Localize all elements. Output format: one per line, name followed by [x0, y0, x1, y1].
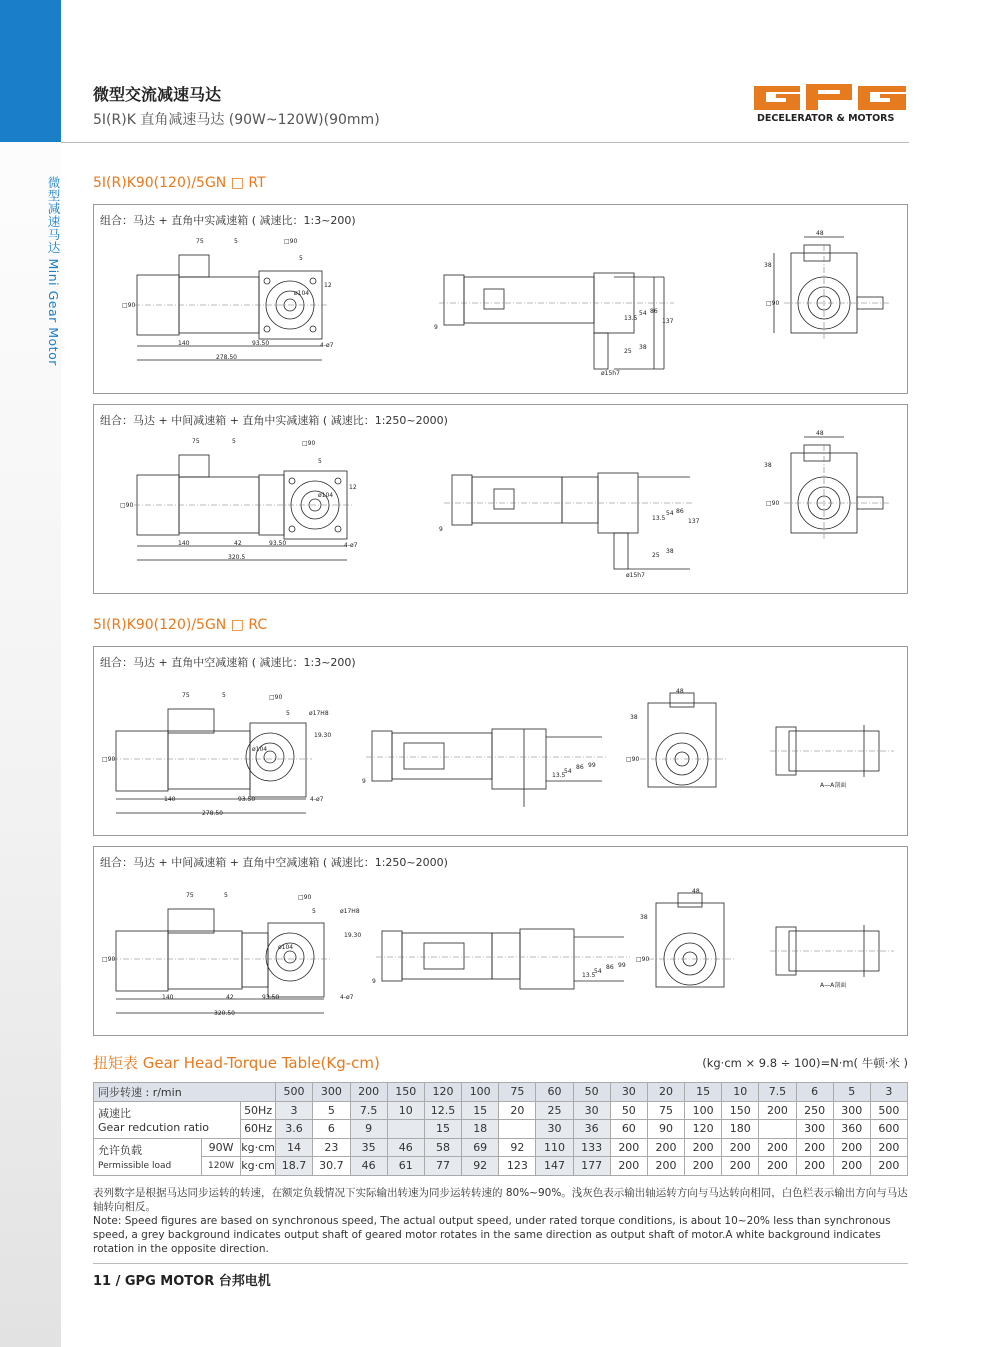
table-cell: [759, 1120, 796, 1139]
dim-label: 93.50: [252, 340, 270, 347]
dim-label: 5: [232, 438, 236, 445]
table-cell: 23: [313, 1138, 350, 1157]
dim-label: 48: [692, 888, 700, 895]
table-cell: 3.6: [275, 1120, 312, 1139]
dim-label: 5: [224, 892, 228, 899]
drawing-box-rc-2: [93, 846, 908, 1036]
table-cell: 46: [387, 1138, 424, 1157]
dim-label: ø104: [252, 746, 268, 753]
drawing-caption: 组合：马达 + 中间减速箱 + 直角中实减速箱 ( 减速比：1:250~2000): [100, 414, 448, 427]
table-cell: 5: [833, 1083, 870, 1102]
dim-label: □90: [122, 302, 136, 309]
dim-label: 38: [764, 462, 772, 469]
dim-label: 86: [676, 508, 684, 515]
table-cell: 30: [573, 1101, 610, 1120]
load-label-cn: 允许负载: [98, 1144, 142, 1157]
dim-label: 5: [222, 692, 226, 699]
drawing-caption: 组合：马达 + 直角中空减速箱 ( 减速比：1:3~200): [100, 656, 356, 669]
dim-label: 38: [640, 914, 648, 921]
dim-label: 93.50: [262, 994, 280, 1001]
dim-label: ø104: [278, 944, 294, 951]
table-cell: 10: [387, 1101, 424, 1120]
hz-label: 60Hz: [241, 1120, 276, 1139]
dim-label: 140: [178, 340, 190, 347]
logo-tagline: DECELERATOR & MOTORS: [757, 113, 895, 124]
technical-drawing: [94, 847, 909, 1037]
table-cell: 46: [350, 1157, 387, 1176]
dim-label: 140: [178, 540, 190, 547]
dim-label: 99: [588, 762, 596, 769]
table-cell: 15: [685, 1083, 722, 1102]
table-cell: 200: [833, 1157, 870, 1176]
table-cell: 10: [722, 1083, 759, 1102]
dim-label: □90: [120, 502, 134, 509]
dim-label: 13.5: [552, 772, 566, 779]
table-cell: 18.7: [275, 1157, 312, 1176]
table-cell: 200: [685, 1138, 722, 1157]
table-cell: 3: [275, 1101, 312, 1120]
table-cell: 200: [870, 1157, 907, 1176]
table-cell: 30: [536, 1120, 573, 1139]
table-cell: 500: [870, 1101, 907, 1120]
page-subtitle: 5I(R)K 直角减速马达 (90W~120W)(90mm): [93, 112, 380, 128]
dim-label: 25: [624, 348, 632, 355]
dim-label: 5: [312, 908, 316, 915]
table-cell: 15: [462, 1101, 499, 1120]
table-cell: [387, 1120, 424, 1139]
sidebar-blue-block: [0, 0, 61, 142]
dim-label: 75: [182, 692, 190, 699]
table-cell: 100: [462, 1083, 499, 1102]
table-cell: 200: [759, 1101, 796, 1120]
dim-label: 140: [164, 796, 176, 803]
note-cn: 表列数字是根据马达同步运转的转速，在额定负载情况下实际输出转速为同步运转转速的 80%~90%。浅灰色表示输出轴运转方向与马达转向相同，白色栏表示输出方向与马达轴转向相反。: [93, 1187, 908, 1213]
table-cell: 360: [833, 1120, 870, 1139]
gpg-logo-mark: [752, 80, 908, 112]
dim-label: 48: [816, 430, 824, 437]
sidebar-vertical-text: 微型减速马达 Mini Gear Motor: [46, 176, 61, 366]
table-cell: 75: [647, 1101, 684, 1120]
table-cell: 92: [499, 1138, 536, 1157]
drawing-caption: 组合：马达 + 直角中实减速箱 ( 减速比：1:3~200): [100, 214, 356, 227]
table-cell: 30.7: [313, 1157, 350, 1176]
footer-divider: [93, 1263, 908, 1264]
watt-label: 90W: [201, 1138, 240, 1157]
dim-label: 13.5: [582, 972, 596, 979]
table-row-load-120w: [94, 1157, 908, 1176]
dim-label: 5: [286, 710, 290, 717]
ratio-label-en: Gear redcution ratio: [98, 1121, 210, 1134]
dim-label: 9: [362, 778, 366, 785]
table-cell: 20: [499, 1101, 536, 1120]
table-cell: 600: [870, 1120, 907, 1139]
gpg-logo: [752, 80, 908, 126]
load-label: [94, 1138, 202, 1175]
table-cell: 75: [499, 1083, 536, 1102]
dim-label: 278.50: [216, 354, 237, 361]
table-cell: 200: [685, 1157, 722, 1176]
table-cell: 100: [685, 1101, 722, 1120]
table-cell: 50: [610, 1101, 647, 1120]
dim-label: 9: [439, 526, 443, 533]
table-cell: 200: [833, 1138, 870, 1157]
table-cell: 25: [536, 1101, 573, 1120]
table-cell: 200: [722, 1157, 759, 1176]
dim-label: 4-ø7: [340, 994, 354, 1001]
dim-label: 38: [764, 262, 772, 269]
dim-label: 278.50: [202, 810, 223, 817]
dim-label: 75: [196, 238, 204, 245]
table-cell: 60: [610, 1120, 647, 1139]
table-cell: 150: [722, 1101, 759, 1120]
dim-label: 42: [234, 540, 242, 547]
table-cell: 120: [685, 1120, 722, 1139]
table-cell: 15: [424, 1120, 461, 1139]
dim-label: □90: [102, 956, 116, 963]
table-cell: 150: [387, 1083, 424, 1102]
table-cell: 12.5: [424, 1101, 461, 1120]
dim-label: □90: [766, 300, 780, 307]
section-title-rt: 5I(R)K90(120)/5GN □ RT: [93, 175, 266, 191]
table-cell: 200: [796, 1138, 833, 1157]
table-cell: 200: [870, 1138, 907, 1157]
dim-label: □90: [102, 756, 116, 763]
table-cell: 200: [350, 1083, 387, 1102]
table-cell: 36: [573, 1120, 610, 1139]
table-cell: 61: [387, 1157, 424, 1176]
table-cell: [499, 1120, 536, 1139]
dim-label: 137: [688, 518, 700, 525]
dim-label: 93.50: [269, 540, 287, 547]
dim-label: 4-ø7: [310, 796, 324, 803]
drawing-box-rc-1: [93, 646, 908, 836]
footer-page: 11 / GPG MOTOR 台邦电机: [93, 1274, 271, 1289]
page-title: 微型交流减速马达: [93, 85, 222, 104]
dim-label: 42: [226, 994, 234, 1001]
technical-drawing: [94, 647, 909, 837]
dim-label: ø104: [318, 492, 334, 499]
section-title-rc: 5I(R)K90(120)/5GN □ RC: [93, 617, 268, 633]
table-row-speed: [94, 1083, 908, 1102]
ratio-label-cn: 减速比: [98, 1107, 131, 1120]
table-cell: 300: [796, 1120, 833, 1139]
table-cell: 6: [313, 1120, 350, 1139]
sidebar: [0, 0, 61, 1347]
dim-label: 9: [434, 324, 438, 331]
technical-drawing: [94, 405, 909, 595]
dim-label: ø17H8: [340, 908, 360, 915]
table-cell: 58: [424, 1138, 461, 1157]
table-cell: 7.5: [759, 1083, 796, 1102]
dim-label: 86: [606, 964, 614, 971]
table-cell: 300: [833, 1101, 870, 1120]
dim-label: □90: [269, 694, 283, 701]
table-cell: 147: [536, 1157, 573, 1176]
drawing-box-rt-2: [93, 404, 908, 594]
table-cell: 60: [536, 1083, 573, 1102]
dim-label: 48: [676, 688, 684, 695]
technical-drawing: [94, 205, 909, 395]
dim-label: 86: [650, 308, 658, 315]
dim-label: ø104: [294, 290, 310, 297]
header-divider: [61, 142, 909, 143]
table-cell: 30: [610, 1083, 647, 1102]
table-cell: 200: [647, 1157, 684, 1176]
dim-label: 9: [372, 978, 376, 985]
unit-label: kg·cm: [241, 1138, 276, 1157]
dim-label: □90: [302, 440, 316, 447]
dim-label: 19.30: [344, 932, 362, 939]
table-cell: 7.5: [350, 1101, 387, 1120]
dim-label: 75: [192, 438, 200, 445]
dim-label: 140: [162, 994, 174, 1001]
table-cell: 200: [759, 1157, 796, 1176]
torque-table-title: 扭矩表 Gear Head-Torque Table(Kg-cm): [93, 1054, 380, 1072]
dim-label: 13.5: [624, 315, 638, 322]
table-cell: 20: [647, 1083, 684, 1102]
table-cell: 300: [313, 1083, 350, 1102]
note-en: Note: Speed figures are based on synchronous speed, The actual output speed, under rated torque conditions, is about 10~20% less than synchronous speed, a grey background indicates output shaft of geared motor rotates in the same direction as output shaft of motor.A white background indicates rotation in the opposite direction.: [93, 1215, 891, 1255]
table-cell: 200: [647, 1138, 684, 1157]
dim-label: 54: [639, 310, 647, 317]
dim-label: 54: [594, 968, 602, 975]
drawing-box-rt-1: [93, 204, 908, 394]
dim-label: A—A剖面: [820, 982, 847, 989]
dim-label: 12: [324, 282, 332, 289]
dim-label: A—A剖面: [820, 782, 847, 789]
watt-label: 120W: [201, 1157, 240, 1176]
dim-label: 4-ø7: [320, 342, 334, 349]
table-cell: 50: [573, 1083, 610, 1102]
table-cell: 250: [796, 1101, 833, 1120]
dim-label: 4-ø7: [344, 542, 358, 549]
dim-label: ø15h7: [626, 572, 645, 579]
unit-formula: (kg·cm × 9.8 ÷ 100)=N·m( 牛顿·米 ): [702, 1056, 908, 1070]
table-cell: 120: [424, 1083, 461, 1102]
dim-label: 25: [652, 552, 660, 559]
dim-label: 137: [662, 318, 674, 325]
dim-label: 19.30: [314, 732, 332, 739]
dim-label: 54: [666, 510, 674, 517]
table-cell: 123: [499, 1157, 536, 1176]
table-cell: 77: [424, 1157, 461, 1176]
dim-label: 99: [618, 962, 626, 969]
dim-label: 5: [234, 238, 238, 245]
dim-label: 38: [666, 548, 674, 555]
dim-label: 48: [816, 230, 824, 237]
table-cell: 9: [350, 1120, 387, 1139]
table-cell: 5: [313, 1101, 350, 1120]
table-cell: 200: [796, 1157, 833, 1176]
table-cell: 92: [462, 1157, 499, 1176]
table-cell: 500: [275, 1083, 312, 1102]
table-cell: 200: [610, 1157, 647, 1176]
dim-label: □90: [636, 956, 650, 963]
dim-label: 5: [318, 458, 322, 465]
table-cell: 200: [759, 1138, 796, 1157]
table-cell: 110: [536, 1138, 573, 1157]
dim-label: 93.50: [238, 796, 256, 803]
dim-label: 75: [186, 892, 194, 899]
table-row-load-90w: [94, 1138, 908, 1157]
dim-label: □90: [766, 500, 780, 507]
unit-label: kg·cm: [241, 1157, 276, 1176]
dim-label: ø17H8: [309, 710, 329, 717]
dim-label: 12: [349, 484, 357, 491]
load-label-en: Permissible load: [98, 1161, 172, 1171]
table-cell: 18: [462, 1120, 499, 1139]
table-cell: 133: [573, 1138, 610, 1157]
speed-label: 同步转速 : r/min: [94, 1083, 276, 1102]
dim-label: 320.50: [214, 1010, 235, 1017]
table-cell: 14: [275, 1138, 312, 1157]
table-cell: 69: [462, 1138, 499, 1157]
dim-label: 13.5: [652, 515, 666, 522]
torque-table: [93, 1082, 908, 1176]
table-cell: 6: [796, 1083, 833, 1102]
table-cell: 35: [350, 1138, 387, 1157]
dim-label: 86: [576, 764, 584, 771]
dim-label: 54: [564, 768, 572, 775]
dim-label: 320.5: [228, 554, 246, 561]
drawing-caption: 组合：马达 + 中间减速箱 + 直角中空减速箱 ( 减速比：1:250~2000): [100, 856, 448, 869]
ratio-label: [94, 1101, 241, 1138]
table-cell: 3: [870, 1083, 907, 1102]
dim-label: 38: [639, 344, 647, 351]
dim-label: 38: [630, 714, 638, 721]
table-cell: 200: [610, 1138, 647, 1157]
dim-label: □90: [626, 756, 640, 763]
notes: [93, 1186, 911, 1256]
table-cell: 177: [573, 1157, 610, 1176]
table-row-ratio-50hz: [94, 1101, 908, 1120]
table-cell: 180: [722, 1120, 759, 1139]
table-cell: 200: [722, 1138, 759, 1157]
dim-label: ø15h7: [601, 370, 620, 377]
dim-label: □90: [298, 894, 312, 901]
dim-label: □90: [284, 238, 298, 245]
dim-label: 5: [299, 255, 303, 262]
hz-label: 50Hz: [241, 1101, 276, 1120]
table-cell: 90: [647, 1120, 684, 1139]
